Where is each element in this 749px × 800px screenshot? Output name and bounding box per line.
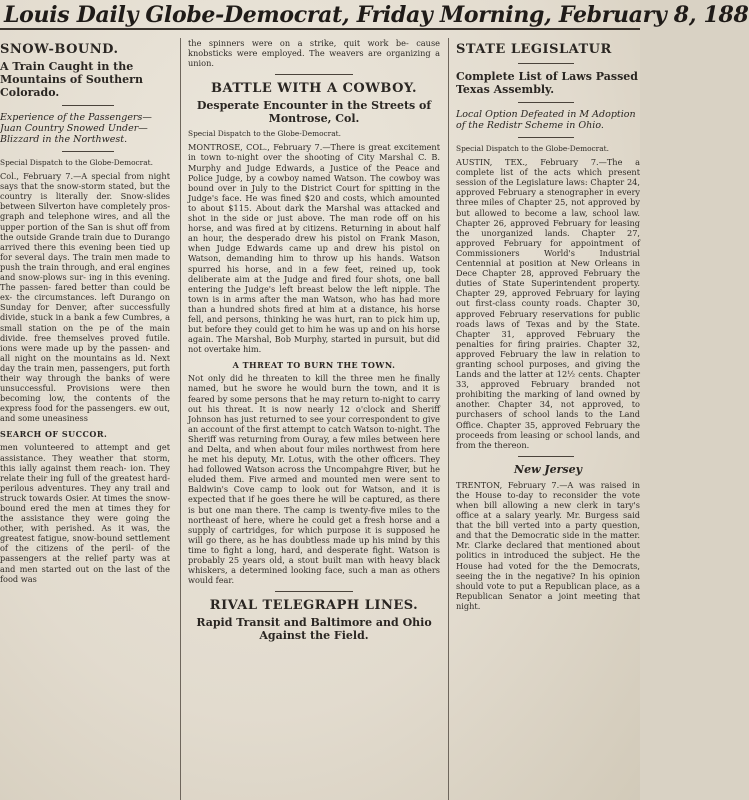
dateline: Special Dispatch to the Globe-Democrat. xyxy=(456,144,609,153)
article-body: AUSTIN, TEX., February 7.—The a complete list of the acts which present session of the Legislature laws: Chapter 24, approved February a stenographer in every three miles of Chapter 25, not approved by but allowed to become a law, school law. Chapter 26, approved February for leasing the unorganized lands. Chapter 27, approved February for appointment of Commissioners World's Industrial Centennial at position at New Orleans in Dece Chapter 28, approved February the duties of State Superintendent property. Chapter 29, approved February for laying out first-class county roads. Chapter 30, approved February reservations for public roads laws of Texas and by the State. Chapter 31, approved February the penalties for firing prairies. Chapter 32, approved February the law in relation to granting school purposes, and giving the Lands and the latter at 12½ cents. Chapter 33, approved February branded not prohibiting the marking of land owned by another. Chapter 34, not approved, to purchasers of school lands to the Land Office. Chapter 35, approved February the proceeds from leasing or school lands, and from the thereon. xyxy=(456,157,640,450)
article-headline: New Jersey xyxy=(514,462,582,476)
article-subheadline: A Train Caught in the Mountains of Southern Colorado. xyxy=(0,60,143,99)
article-headline: RIVAL TELEGRAPH LINES. xyxy=(209,598,419,614)
article-body: MONTROSE, COL., February 7.—There is great excitement in town to-night over the shooting of City Marshal C. B. Murphy and Judge Edwards, a Justice of the Peace and Police Judge, by a cowboy named Watson. The cowboy was bound over in July to the District Court for spitting in the Judge's face. He was fined $20 and costs, which amounted to about $115. About dark the Marshal was attacked and shot in the side or just above. The man rode off on his horse, and was fired at by citizens. Returning in about half an hour, the desperado drew his pistol on Frank Mason, when Judge Edwards came up and drew his pistol on Watson, demanding him to throw up his hands. Watson spurred his horse, and in a few feet, reined up, took deliberate aim at the Judge and fired four shots, one ball entering the Judge's left breast below the left nipple. The town is in arms after the man Watson, who has had more than a hundred shots fired at him at a distance, his horse fell, and persons, thinking he was hurt, ran to pick him up, but before they could get to him he was up and on his horse again. The Marshal, Bob Murphy, started in pursuit, but did not overtake him. xyxy=(188,142,440,355)
divider xyxy=(518,137,574,138)
dateline: Special Dispatch to the Globe-Democrat. xyxy=(0,158,153,167)
column-center xyxy=(184,38,444,800)
article-body: men volunteered to attempt and get assistance. They weather that storm, this ially against them reach- ion. They relate their ing full of the greatest hard- perilous adventures. They any trail and struck towards Osier. At times the snow-bound ered the men at times they for the assistance they were going the other, with perished. As it was, the greatest fatigue, snow-bound settlement of the citizens of the peril- of the passengers at the relief party was at and men started out on the last of the food was xyxy=(0,442,170,584)
column-rule xyxy=(448,38,449,800)
article-body: TRENTON, February 7.—A was raised in the House to-day to reconsider the vote when bill allowing a new clerk in tary's office at a salary yearly. Mr. Burgess said that the bill verted into a party question, and that the Democratic side in the matter. Mr. Clarke declared that mentioned about politics in introduced the subject. He the House had voted for the the Democrats, seeing the in the negative? In his opinion should vote to put a Republican place, as a Republican Senator a joint meeting that night. xyxy=(456,479,640,611)
divider xyxy=(518,102,574,103)
article-subheadline: Complete List of Laws Passed Texas Assembly. xyxy=(456,70,638,96)
article-dek: Experience of the Passengers— Juan Country Snowed Under— Blizzard in the Northwest. xyxy=(0,112,152,145)
divider xyxy=(275,74,353,75)
article-headline: SNOW-BOUND. xyxy=(0,42,119,57)
article-body: Col., February 7.—A special from night says that the snow-storm stated, but the country is literally der. Snow-slides between Silverton have completely pros- graph and telephone wires, and all the upper portion of the San is shut off from the outside Grande train due to Durango arrived there this evening been tied up for several days. The train men made to push the train through, and eral engines and snow-plows sur- ing in this evening. The passen- fared better than could be ex- the circumstances. left Durango on Sunday for Denver, after successfully divide, stuck in a bank a few Cumbres, a small station on the pe of the main divide. free themselves proved futile. ions were made up by the passen- and all night on the mountains as ld. Next day the train men, passengers, put forth their way through the banks of were unsuccessful. Provisions were then becoming low, the contents of the express food for the passengers. ew out, and some uneasiness xyxy=(0,171,170,424)
divider xyxy=(62,151,115,152)
article-headline: STATE LEGISLATUR xyxy=(456,42,612,57)
divider xyxy=(518,63,574,64)
article-subheadline: Rapid Transit and Baltimore and Ohio Against the Field. xyxy=(196,616,432,643)
dateline: Special Dispatch to the Globe-Democrat. xyxy=(188,129,341,139)
column-rule xyxy=(180,38,181,800)
article-dek: Local Option Defeated in M Adoption of the Redistr Scheme in Ohio. xyxy=(456,109,636,131)
section-subheading: SEARCH OF SUCCOR. xyxy=(0,429,108,440)
article-body: Not only did he threaten to kill the three men he finally named, but he swore he would burn the town, and it is feared by some persons that he may return to-night to carry out his threat. It is now nearly 12 o'clock and Sheriff Johnson has just returned to see your correspondent to give an account of the first attempt to catch Watson to-night. The Sheriff was returning from Ouray, a few miles between here and Delta, and when about four miles northwest from here he met his deputy, Mr. Lotus, with the other officers. They had followed Watson across the Uncompahgre River, but he eluded them. Five armed and mounted men were sent to Baldwin's Cove camp to look out for Watson, and it is expected that if he goes there he will be captured, as there is but one man there. The camp is twenty-five miles to the northeast of here, where he could get a fresh horse and a supply of cartridges, for which purpose it is supposed he will go there, as he has doubtless made up his mind by this time to fight a long, hard, and desperate fight. Watson is probably 25 years old, a stout built man with heavy black whiskers, a determined looking face, such a man as others would fear. xyxy=(188,373,440,586)
masthead: Louis Daily Globe-Democrat, Friday Morning, February 8, 188 xyxy=(0,0,640,30)
divider xyxy=(275,591,353,592)
article-tail: the spinners were on a strike, quit work be- cause knobsticks were employed. The weavers are organizing a union. xyxy=(188,38,440,69)
article-subheadline: Desperate Encounter in the Streets of Montrose, Col. xyxy=(196,99,432,126)
column-left xyxy=(0,38,176,800)
column-right xyxy=(452,38,640,800)
divider xyxy=(62,105,115,106)
section-subheading: A THREAT TO BURN THE TOWN. xyxy=(232,360,396,371)
divider xyxy=(518,456,574,457)
article-headline: BATTLE WITH A COWBOY. xyxy=(210,81,418,97)
